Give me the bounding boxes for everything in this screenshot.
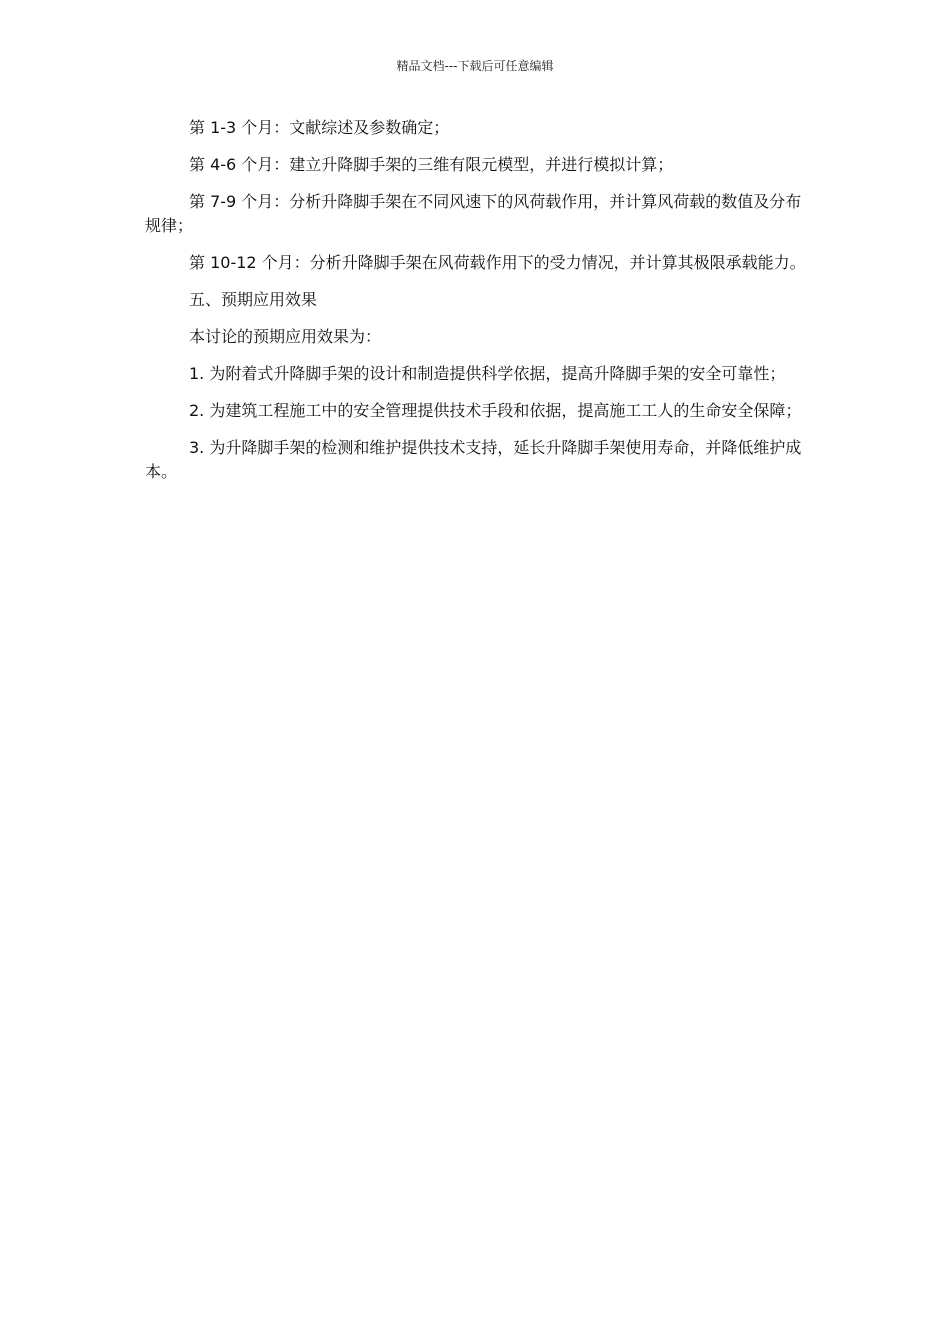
section-intro: 本讨论的预期应用效果为： [189,327,382,346]
page-header: 精品文档---下载后可任意编辑 [396,59,554,73]
section-heading: 五、预期应用效果 [189,290,318,309]
schedule-item-1: 第 1-3 个月：文献综述及参数确定； [189,118,450,137]
schedule-item-4: 第 10-12 个月：分析升降脚手架在风荷载作用下的受力情况，并计算其极限承载能力。 [189,253,806,272]
effect-item-1: 1. 为附着式升降脚手架的设计和制造提供科学依据，提高升降脚手架的安全可靠性； [189,364,786,383]
schedule-item-3: 第 7-9 个月：分析升降脚手架在不同风速下的风荷载作用，并计算风荷载的数值及分布规律； [145,192,802,235]
effect-item-2: 2. 为建筑工程施工中的安全管理提供技术手段和依据，提高施工工人的生命安全保障； [189,401,802,420]
effect-item-3: 3. 为升降脚手架的检测和维护提供技术支持，延长升降脚手架使用寿命，并降低维护成本。 [145,438,802,481]
document-body [145,116,807,497]
schedule-item-2: 第 4-6 个月：建立升降脚手架的三维有限元模型，并进行模拟计算； [189,155,674,174]
